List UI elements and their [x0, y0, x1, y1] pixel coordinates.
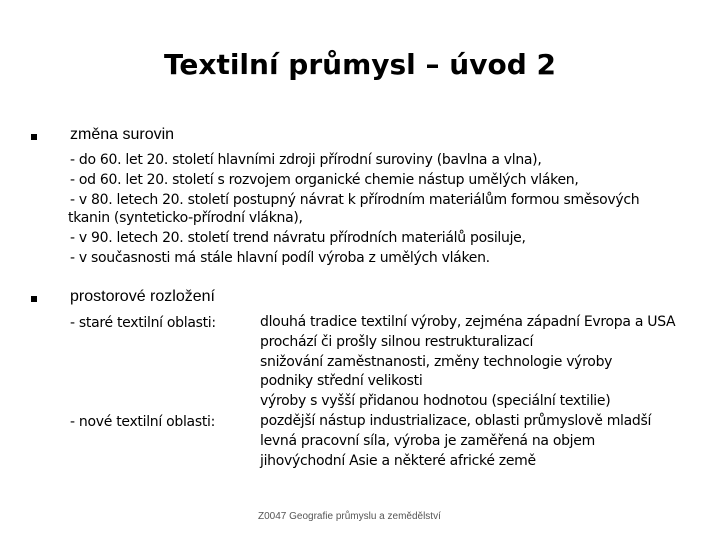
text-line: snižování zaměstnanosti, změny technologie výroby	[260, 354, 613, 370]
text-line: - v současnosti má stále hlavní podíl výroba z umělých vláken.	[70, 250, 490, 266]
footer-text: Z0047 Geografie průmyslu a zemědělství	[258, 511, 441, 522]
text-line: prochází či prošly silnou restrukturalizací	[260, 334, 534, 350]
old-regions-label: - staré textilní oblasti:	[70, 315, 216, 331]
text-line: - do 60. let 20. století hlavními zdroji přírodní suroviny (bavlna a vlna),	[70, 152, 542, 168]
bullet-square-icon	[31, 134, 37, 140]
text-line: výroby s vyšší přidanou hodnotou (speciální textilie)	[260, 393, 611, 409]
text-line: podniky střední velikosti	[260, 373, 423, 389]
text-line: tkanin (synteticko-přírodní vlákna),	[68, 210, 303, 226]
new-regions-label: - nové textilní oblasti:	[70, 414, 216, 430]
section-heading: změna surovin	[70, 126, 175, 143]
text-line: - v 90. letech 20. století trend návratu přírodních materiálů posiluje,	[70, 230, 526, 246]
text-line: jihovýchodní Asie a některé africké země	[260, 453, 536, 469]
bullet-square-icon	[31, 296, 37, 302]
text-line: - v 80. letech 20. století postupný návrat k přírodním materiálům formou směsových	[70, 192, 640, 208]
text-line: pozdější nástup industrializace, oblasti průmyslově mladší	[260, 413, 652, 429]
slide-title: Textilní průmysl – úvod 2	[164, 48, 556, 81]
text-line: levná pracovní síla, výroba je zaměřená na objem	[260, 433, 595, 449]
text-line: dlouhá tradice textilní výroby, zejména západní Evropa a USA	[260, 314, 676, 330]
section-heading: prostorové rozložení	[70, 288, 215, 305]
text-line: - od 60. let 20. století s rozvojem organické chemie nástup umělých vláken,	[70, 172, 579, 188]
